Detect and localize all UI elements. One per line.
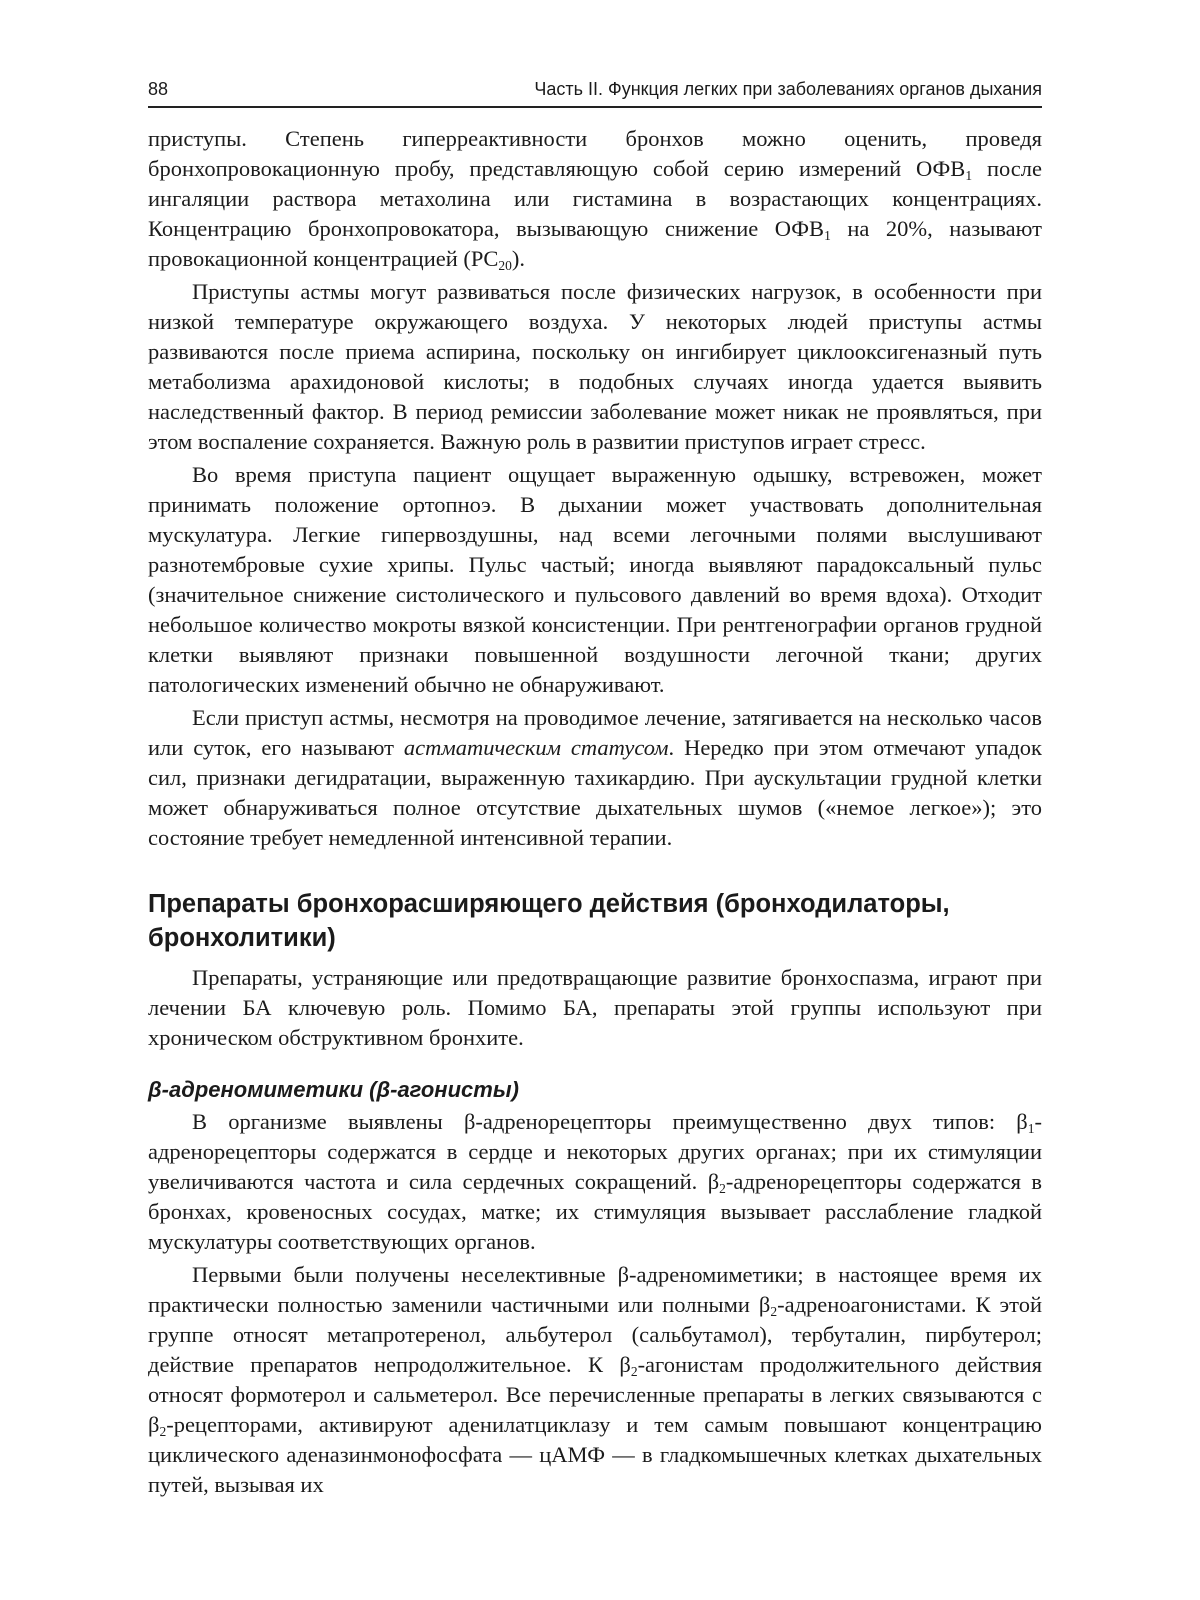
body-text	[148, 124, 1042, 1500]
term-status-asthmaticus: астматическим статусом	[403, 735, 669, 760]
section-heading-bronchodilators: Препараты бронхорасширяющего действия (бронходилаторы, бронхолитики)	[148, 890, 950, 952]
paragraph-hyperreactivity: приступы. Степень гиперреактивности бронхов можно оценить, проведя бронхопровокационную пробу, представляющую собой серию измерений $ОФВ_1$ после ингаляции раствора метахолина или гистамина в возрастающих концентрациях. Концентрацию бронхопровокатора, вызывающую снижение $ОФВ_1$ на 20%, называют провокационной концентрацией $(PC_{20})$.	[148, 126, 1043, 274]
subsection-heading-beta-agonists: β-адреномиметики (β-агонисты)	[148, 1077, 519, 1102]
paragraph-beta-agonist-drugs: Первыми были получены неселективные β-адреномиметики; в настоящее время их практически полностью заменили частичными или полными $\beta_2$-адреноагонистами. К этой группе относят метапротеренол, альбутерол (сальбутамол), тербуталин, пирбутерол; действие препаратов непродолжительное. К $\beta_2$-агонистам продолжительного действия относят формотерол и сальметерол. Все перечисленные препараты в легких связываются с $\beta_2$-рецепторами, активируют аденилатциклазу и тем самым повышают концентрацию циклического аденазинмонофосфата — цАМФ — в гладкомышечных клетках дыхательных путей, вызывая их	[148, 1262, 1043, 1497]
paragraph-attack-symptoms: Во время приступа пациент ощущает выраженную одышку, встревожен, может принимать положение ортопноэ. В дыхании может участвовать дополнительная мускулатура. Легкие гипервоздушны, над всеми легочными полями выслушивают разнотембровые сухие хрипы. Пульс частый; иногда выявляют парадоксальный пульс (значительное снижение систолического и пульсового давлений во время вдоха). Отходит небольшое количество мокроты вязкой консистенции. При рентгенографии органов грудной клетки выявляют признаки повышенной воздушности легочной ткани; других патологических изменений обычно не обнаруживают.	[148, 462, 1042, 697]
running-title: Часть II. Функция легких при заболеваниях органов дыхания	[534, 79, 1042, 99]
paragraph-beta-receptors: В организме выявлены β-адренорецепторы преимущественно двух типов: $\beta_1$-адренорецепторы содержатся в сердце и некоторых других органах; при их стимуляции увеличиваются частота и сила сердечных сокращений. $\beta_2$-адренорецепторы содержатся в бронхах, кровеносных сосудах, матке; их стимуляция вызывает расслабление гладкой мускулатуры соответствующих органов.	[148, 1109, 1042, 1254]
paragraph-status-asthmaticus: Если приступ астмы, несмотря на проводимое лечение, затягивается на несколько часов или суток, его называют астматическим статусом. Нередко при этом отмечают упадок сил, признаки дегидратации, выраженную тахикардию. При аускультации грудной клетки может обнаруживаться полное отсутствие дыхательных шумов («немое легкое»); это состояние требует немедленной интенсивной терапии.	[148, 705, 1042, 850]
paragraph-bronchodilators-intro: Препараты, устраняющие или предотвращающие развитие бронхоспазма, играют при лечении БА ключевую роль. Помимо БА, препараты этой группы используют при хроническом обструктивном бронхите.	[148, 965, 1042, 1050]
page-number: 88	[148, 79, 169, 99]
running-header	[148, 0, 1042, 108]
paragraph-attack-triggers: Приступы астмы могут развиваться после физических нагрузок, в особенности при низкой температуре окружающего воздуха. У некоторых людей приступы астмы развиваются после приема аспирина, поскольку он ингибирует циклооксигеназный путь метаболизма арахидоновой кислоты; в подобных случаях иногда удается выявить наследственный фактор. В период ремиссии заболевание может никак не проявляться, при этом воспаление сохраняется. Важную роль в развитии приступов играет стресс.	[148, 279, 1042, 454]
